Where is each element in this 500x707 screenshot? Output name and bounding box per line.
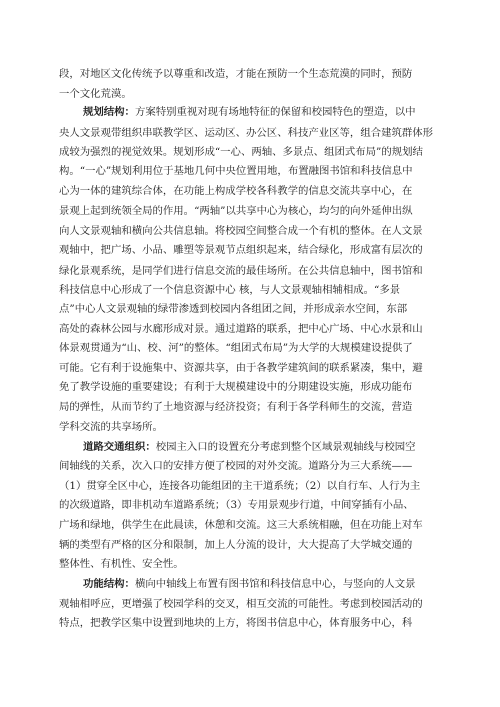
text-line: 间轴线的关系，次入口的安排方便了校园的对外交流。道路分为三大系统—— <box>59 460 413 472</box>
text-line: 广场和绿地，供学生在此晨读，休憩和交流。这三大系统相融，但在功能上对车 <box>59 519 423 531</box>
text-line: 观轴中，把广场、小品、雕塑等景观节点组织起来，结合绿化，形成富有层次的 <box>59 244 423 256</box>
text-line: 景观上起到统领全局的作用。“两轴”以共享中心为核心，均匀的向外延伸出纵 <box>59 205 413 217</box>
section-heading: 规划结构： <box>83 106 135 118</box>
section-heading: 道路交通组织： <box>83 441 156 453</box>
text-line: 绿化景观系统，是同学们进行信息交流的最佳场所。在公共信息轴中，图书馆和 <box>59 265 423 277</box>
text-line: 可能。它有利于设施集中、资源共享，由于各教学建筑间的联系紧凑，集中，避 <box>59 362 423 374</box>
text-line: 一个文化荒漠。 <box>59 88 132 100</box>
text-line: 辆的类型有严格的区分和限制，加上人分流的设计，大大提高了大学城交通的 <box>59 539 413 551</box>
section-heading: 功能结构： <box>83 578 135 590</box>
text-line: 成较为强烈的视觉效果。规划形成“一心、两轴、多景点、组团式布局”的规划结 <box>59 146 423 158</box>
paragraph-first-line <box>83 577 442 591</box>
text-line: 特点，把教学区集中设置到地块的上方，将图书信息中心，体育服务中心，科 <box>59 617 413 629</box>
text-line: 免了教学设施的重要建设；有利于大规模建设中的分期建设实施，形成功能布 <box>59 381 413 393</box>
text-fragment: 方案特别重视对现有场地特征的保留和校园特色的塑造，以中 <box>134 106 416 118</box>
text-line: 央人文景观带组织串联教学区、运动区、办公区、科技产业区等，组合建筑群体形 <box>59 127 434 139</box>
text-line: 构。“一心”规划利用位于基地几何中央位置用地，布置融图书馆和科技信息中 <box>59 165 413 177</box>
text-line: 观轴相呼应，更增强了校园学科的交叉，相互交流的可能性。考虑到校园活动的 <box>59 598 423 610</box>
text-line: 局的弹性，从而节约了土地资源与经济投资；有利于各学科师生的交流，营造 <box>59 401 413 413</box>
text-fragment: 横向中轴线上布置有图书馆和科技信息中心，与竖向的人文景 <box>134 578 416 590</box>
text-line: 整体性、有机性、安全性。 <box>59 558 184 570</box>
text-line: （1）贯穿全区中心，连接各功能组团的主干道系统；（2）以自行车、人行为主 <box>59 480 421 492</box>
text-line: 点”中心人文景观轴的绿带渗透到校园内各组团之间，并形成亲水空间，东部 <box>59 303 408 315</box>
text-line: 高处的森林公园与水廊形成对景。通过道路的联系，把中心广场、中心水景和山 <box>59 323 423 335</box>
text-line: 段，对地区文化传统予以尊重和改造，才能在预防一个生态荒漠的同时，预防 <box>59 68 413 80</box>
text-line: 学科交流的共享场所。 <box>59 421 163 433</box>
text-fragment: 校园主入口的设置充分考虑到整个区域景观轴线与校园空 <box>155 441 416 453</box>
text-line: 心为一体的建筑综合体，在功能上构成学校各科教学的信息交流共享中心，在 <box>59 185 413 197</box>
paragraph-first-line <box>83 440 442 454</box>
text-line: 的次级道路，即非机动车道路系统；（3）专用景观步行道，中间穿插有小品、 <box>59 499 414 511</box>
text-line: 向人文景观轴和横向公共信息轴。将校园空间整合成一个有机的整体。在人文景 <box>59 225 423 237</box>
text-line: 体景观贯通为“山、校、河”的整体。“组团式布局”为大学的大规模建设提供了 <box>59 342 413 354</box>
text-line: 科技信息中心形成了一个信息资源中心 核，与人文景观轴相辅相成。“多景 <box>59 284 401 296</box>
paragraph-first-line <box>83 105 442 119</box>
